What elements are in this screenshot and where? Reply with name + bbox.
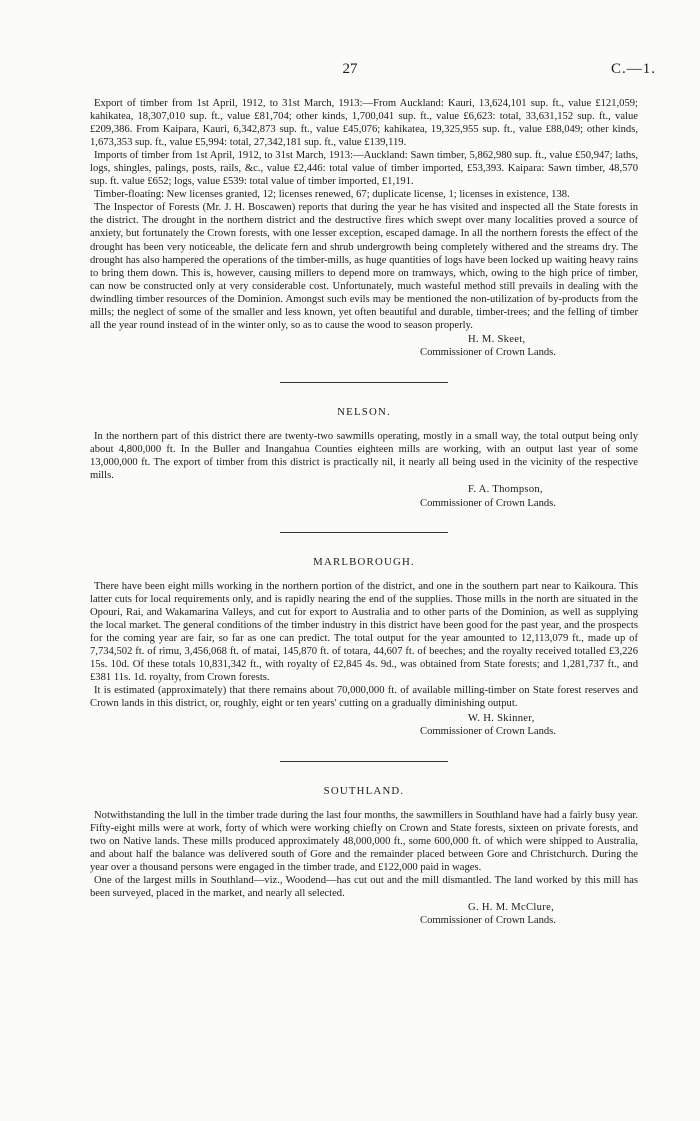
section-heading: NELSON. [337, 405, 391, 418]
body-paragraph: It is estimated (approximately) that there remains about 70,000,000 ft. of available milling-timber on State forest reserves and Crown lands in this district, or, roughly, eight or ten years' cutting on a gradually diminishing output. [90, 685, 638, 710]
signature-title: Commissioner of Crown Lands. [420, 347, 556, 359]
body-paragraph: One of the largest mills in Southland—viz., Woodend—has cut out and the mill dismantled. The land worked by this mill has been surveyed, placed in the market, and nearly all selected. [90, 874, 638, 899]
export-paragraph: Export of timber from 1st April, 1912, to 31st March, 1913:—From Auckland: Kauri, 13,624,101 sup. ft., value £121,059; kahikatea, 18,307,010 sup. ft., value £81,704; other kinds, 1,700,041 sup. ft., value £6,623: total, 33,631,152 sup. ft., value £209,386. From Kaipara, Kauri, 6,342,873 sup. ft., value £45,076; kahikatea, 19,325,955 sup. ft., value £88,049; other kinds, 1,673,353 sup. ft., value £5,994: total, 27,342,181 sup. ft., value £139,119. [90, 98, 638, 149]
signature-name: H. M. Skeet, [468, 333, 526, 345]
auckland-section [90, 97, 638, 360]
signature-block [420, 901, 638, 928]
signature-block [420, 483, 638, 510]
section-heading: MARLBOROUGH. [313, 556, 415, 569]
page-number: 27 [342, 61, 358, 77]
body-paragraph: There have been eight mills working in the northern portion of the district, and one in the southern part near to Kaikoura. This latter cuts for local requirements only, and is rapidly nearing the end of the supplies. Those mills in the north are situated in the Opouri, Rai, and Wakamarina Valleys, and cut for export to Australia and to other parts of the Dominion, as well as supplying the local market. The general conditions of the timber industry in this district have been good for the past year, and the prospects for the coming year are fair, so far as one can predict. The total output for the year amounted to 12,113,079 ft., made up of 7,734,502 ft. of rimu, 3,456,068 ft. of matai, 145,870 ft. of totara, 44,607 ft. of beeches; and the royalty received totalled £3,226 15s. 10d. Of these totals 10,831,342 ft., with royalty of £2,845 4s. 9d., was obtained from State forests; and 1,281,737 ft., and £381 11s. 1d. royalty, from Crown forests. [90, 581, 638, 684]
section-divider [280, 382, 448, 383]
signature-title: Commissioner of Crown Lands. [420, 915, 556, 927]
signature-block [420, 712, 638, 739]
southland-section [90, 785, 638, 928]
marlborough-section [90, 556, 638, 738]
section-heading: SOUTHLAND. [323, 784, 405, 797]
imports-paragraph: Imports of timber from 1st April, 1912, to 31st March, 1913:—Auckland: Sawn timber, 5,862,980 sup. ft., value £50,947; laths, logs, shingles, palings, posts, rails, &c., value £2,446: total value of timber imported, £53,393. Kaipara: Sawn timber, 48,570 sup. ft. value £652; logs, value £539: total value of timber imported, £1,191. [90, 150, 638, 188]
signature-title: Commissioner of Crown Lands. [420, 497, 556, 509]
signature-block [420, 333, 638, 360]
nelson-section [90, 406, 638, 510]
inspector-report-paragraph: The Inspector of Forests (Mr. J. H. Boscawen) reports that during the year he has visited and inspected all the State forests in the district. The drought in the northern district and the destructive fires which swept over many localities proved a source of anxiety, but fortunately the Crown forests, with one lesser exception, escaped damage. In all the northern forests the effect of the drought has been very noticeable, the delicate fern and shrub undergrowth being completely withered and the streams dry. The drought has also hampered the operations of the timber-mills, as huge quantities of logs have been locked up waiting heavy rains to bring them down. This is, however, causing millers to depend more on tramways, which, owing to the high price of timber, can now be constructed only at very considerable cost. Unfortunately, much wasteful method still prevails in dealing with the dwindling timber resources of the Dominion. Amongst such evils may be mentioned the non-utilization of by-products from the mills; the neglect of some of the smaller and less known, yet often beautiful and durable, timber-trees; and the felling of timber all the year round instead of in the winter only, so as to cause the wood to season properly. [90, 202, 638, 331]
signature-name: G. H. M. McClure, [468, 901, 555, 913]
body-paragraph: In the northern part of this district there are twenty-two sawmills operating, mostly in a small way, the total output being only about 4,800,000 ft. In the Buller and Inangahua Counties eighteen mills are working, with an output last year of some 13,000,000 ft. The export of timber from this district is practically nil, it nearly all being used in the vicinity of the respective mills. [90, 430, 638, 481]
page-body [90, 97, 638, 928]
section-divider [280, 761, 448, 762]
document-reference: C.—1. [610, 61, 656, 77]
timber-floating-paragraph: Timber-floating: New licenses granted, 12; licenses renewed, 67; duplicate license, 1; licenses in existence, 138. [94, 189, 570, 201]
signature-name: F. A. Thompson, [468, 484, 543, 496]
section-divider [280, 532, 448, 533]
signature-title: Commissioner of Crown Lands. [420, 726, 556, 737]
signature-name: W. H. Skinner, [468, 712, 535, 724]
body-paragraph: Notwithstanding the lull in the timber trade during the last four months, the sawmillers in Southland have had a fairly busy year. Fifty-eight mills were at work, forty of which were working chiefly on Crown and State forests, sixteen on private forests, and two on Native lands. These mills produced approximately 48,000,000 ft., some 600,000 ft. of which were shipped to Australia, and about half the balance was delivered south of Gore and the remainder placed between Gore and Christchurch. During the year over a thousand persons were engaged in the timber trade, and £122,000 paid in wages. [90, 809, 638, 873]
